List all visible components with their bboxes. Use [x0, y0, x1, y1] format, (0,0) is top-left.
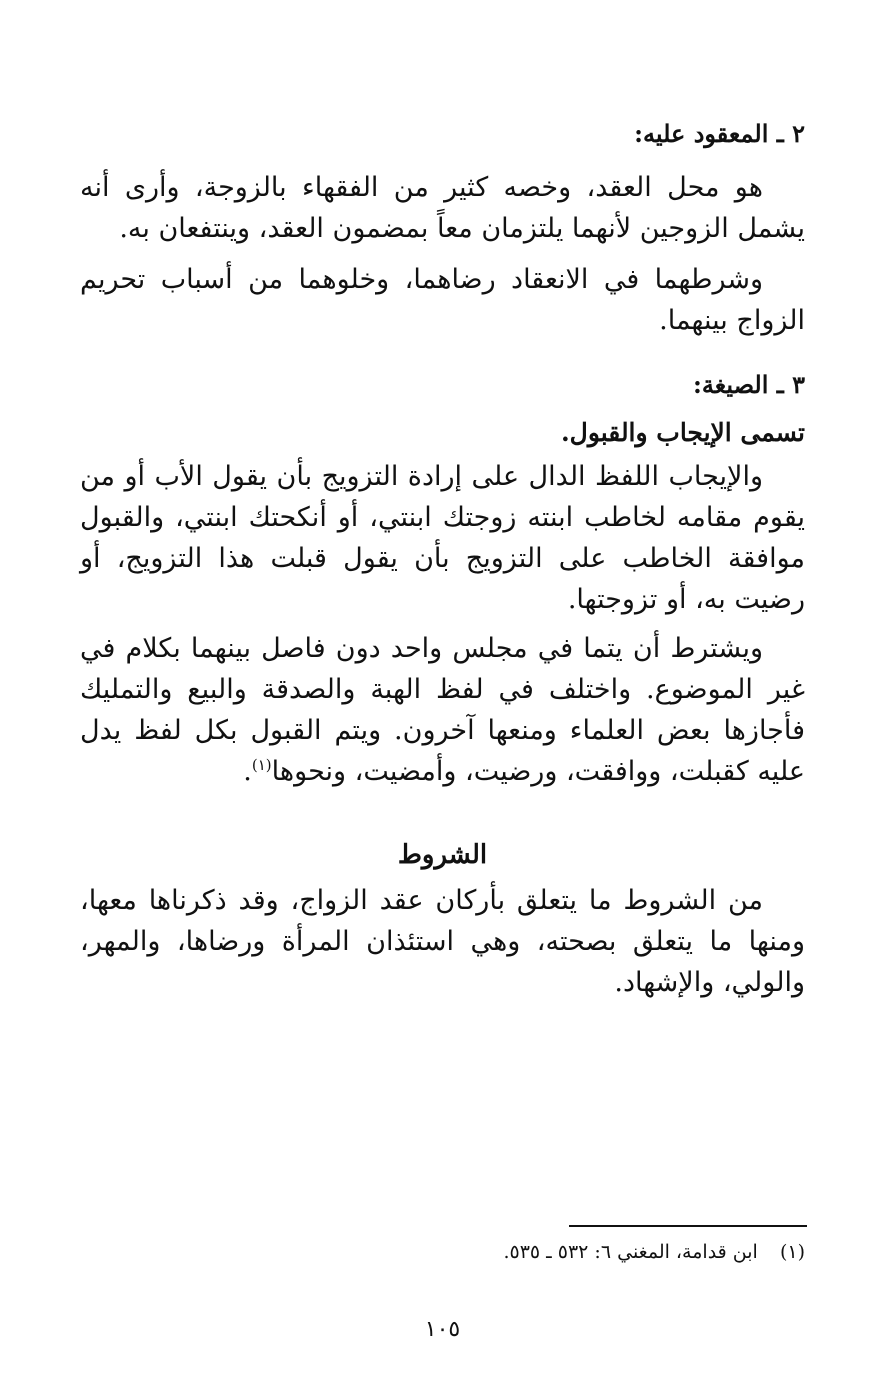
section-2-paragraph-2: وشرطهما في الانعقاد رضاهما، وخلوهما من أسباب تحريم الزواج بينهما. [80, 264, 805, 336]
section-3-paragraph-2-end: . [243, 756, 252, 787]
conditions-title: الشروط [397, 840, 488, 870]
footnote-marker: (١) [779, 1241, 805, 1263]
footnote-text: ابن قدامة، المغني ٦: ٥٣٢ ـ ٥٣٥. [503, 1241, 758, 1263]
section-3-heading: ٣ ـ الصيغة: [693, 370, 805, 399]
section-2-heading: ٢ ـ المعقود عليه: [634, 119, 805, 148]
footnote-separator [569, 1225, 807, 1227]
section-3-paragraph-2-text: ويشترط أن يتما في مجلس واحد دون فاصل بينهما بكلام في غير الموضوع. واختلف في لفظ الهبة والصدقة والبيع والتمليك فأجازها بعض العلماء ومنعها آخرون. ويتم القبول بكل لفظ يدل عليه كقبلت، ووافقت، ورضيت، وأمضيت، ونحوها [80, 633, 805, 787]
page-number: ١٠٥ [424, 1317, 461, 1342]
section-3 [80, 368, 805, 792]
conditions-paragraph: من الشروط ما يتعلق بأركان عقد الزواج، وقد ذكرناها معها، ومنها ما يتعلق بصحته، وهي استئذان المرأة ورضاها، والمهر، والولي، والإشهاد. [80, 885, 805, 998]
footnote [80, 1238, 805, 1266]
conditions-section [80, 880, 805, 1003]
section-3-paragraph-2 [80, 628, 805, 792]
section-2 [80, 117, 805, 341]
section-3-paragraph-1: والإيجاب اللفظ الدال على إرادة التزويج بأن يقول الأب أو من يقوم مقامه لخاطب ابنته زوجتك ابنتي، أو أنكحتك ابنتي، والقبول موافقة الخاطب على التزويج بأن يقول قبلت هذا التزويج، أو رضيت به، أو تزوجتها. [80, 461, 805, 615]
footnote-reference[interactable]: (١) [251, 756, 272, 774]
section-3-subheading: تسمى الإيجاب والقبول. [560, 418, 805, 447]
section-2-paragraph-1: هو محل العقد، وخصه كثير من الفقهاء بالزوجة، وأرى أنه يشمل الزوجين لأنهما يلتزمان معاً بمضمون العقد، وينتفعان به. [80, 172, 805, 244]
